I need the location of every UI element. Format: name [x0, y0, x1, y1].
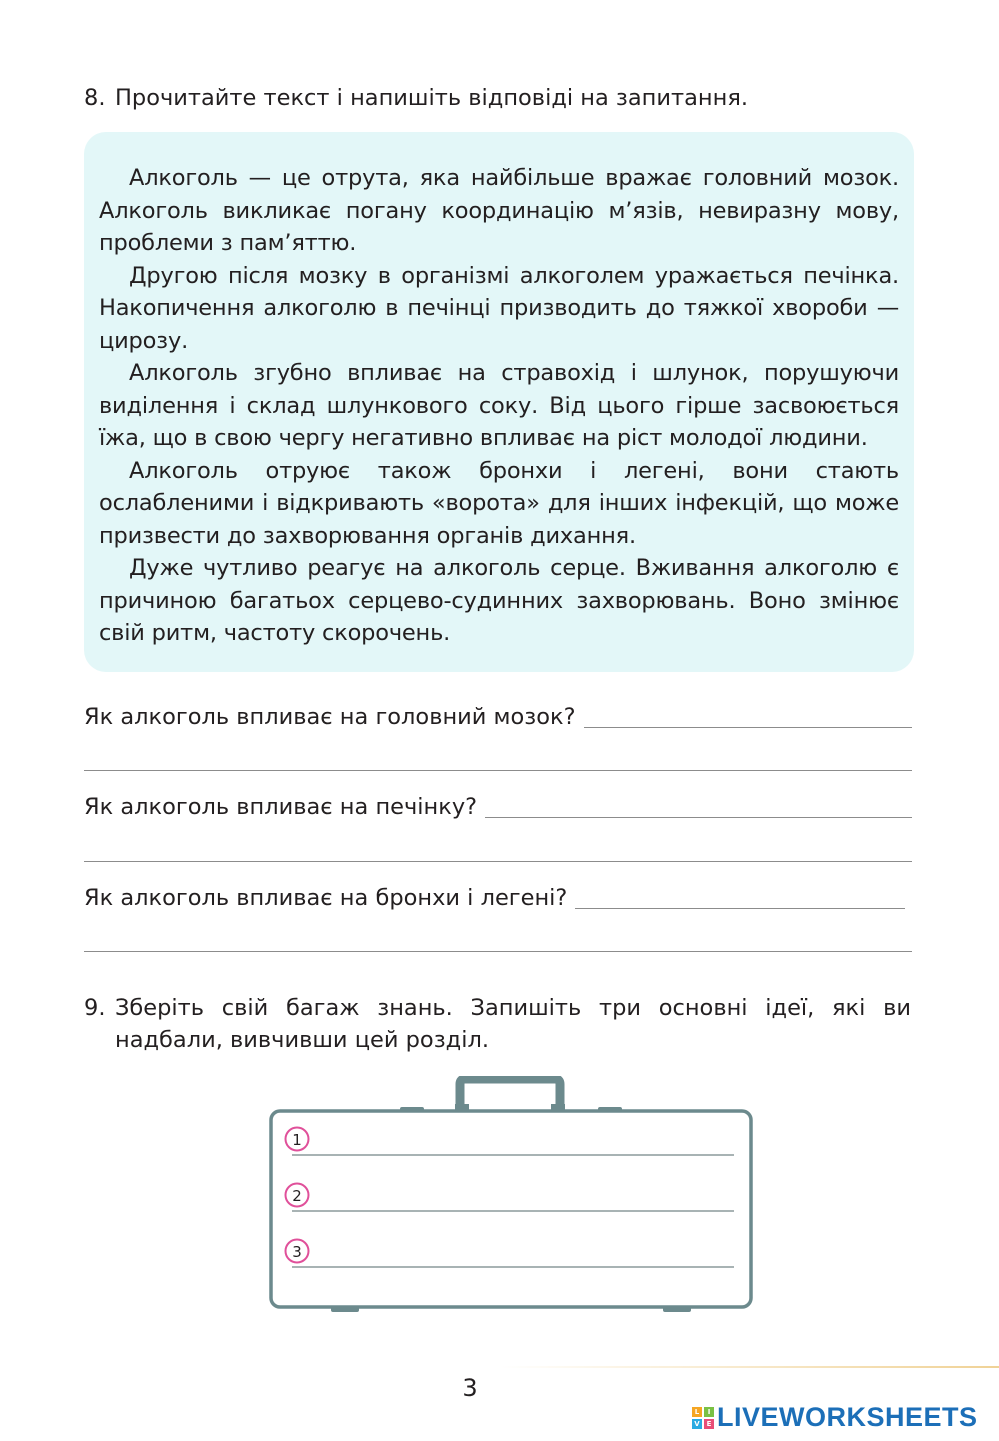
question-lungs [84, 883, 905, 913]
liveworksheets-wordmark: LIVEWORKSHEETS [717, 1402, 978, 1432]
briefcase-illustration [268, 1076, 758, 1316]
answer-field-brain-1[interactable] [584, 727, 912, 728]
number-label-1: 1 [292, 1131, 302, 1149]
liveworksheets-brand[interactable] [692, 1402, 978, 1433]
question-liver-text: Як алкоголь впливає на печінку? [84, 794, 478, 820]
logo-letter: V [692, 1419, 702, 1429]
reading-paragraph: Дуже чутливо реагує на алкоголь серце. Вживання алкоголю є причиною багатьох серцево-судинних захворювань. Воно змінює свій ритм, частоту скорочень. [99, 555, 899, 646]
answer-field-lungs-1[interactable] [575, 908, 905, 909]
logo-letter: E [704, 1419, 714, 1429]
briefcase-handle [400, 1079, 622, 1114]
answer-field-liver-1[interactable] [485, 817, 912, 818]
question-brain-text: Як алкоголь впливає на головний мозок? [84, 704, 576, 730]
task-9-instruction: Зберіть свій багаж знань. Запишіть три основні ідеї, які ви надбали, вивчивши цей розділ. [115, 995, 911, 1053]
answer-field-brain-2[interactable] [84, 770, 912, 771]
task-9 [84, 992, 911, 1056]
task-8-number: 8. [84, 85, 106, 111]
liveworksheets-logo-icon [692, 1407, 714, 1429]
logo-letter: L [692, 1407, 702, 1417]
answer-field-lungs-2[interactable] [84, 951, 912, 952]
reading-paragraph: Алкоголь згубно впливає на стравохід і шлунок, порушуючи виділення і склад шлункового соку. Від цього гірше засвоюється їжа, що в свою чергу негативно впливає на ріст молодої людини. [99, 360, 899, 451]
reading-paragraph: Другою після мозку в організмі алкоголем уражається печінка. Накопичення алкоголю в печінці призводить до тяжкої хвороби —цирозу. [99, 262, 899, 354]
number-label-3: 3 [292, 1243, 302, 1261]
question-brain [84, 702, 912, 732]
briefcase-body [271, 1111, 751, 1307]
task-8 [84, 82, 914, 114]
footer-divider [500, 1366, 999, 1368]
task-8-instruction: Прочитайте текст і напишіть відповіді на запитання. [115, 85, 749, 111]
answer-field-liver-2[interactable] [84, 861, 912, 862]
briefcase-item-3 [286, 1240, 309, 1263]
briefcase-item-1 [286, 1128, 309, 1151]
question-liver [84, 792, 912, 822]
page-number: 3 [462, 1374, 478, 1402]
reading-text [99, 162, 899, 650]
number-label-2: 2 [292, 1187, 302, 1205]
reading-box [84, 132, 914, 672]
reading-paragraph: Алкоголь отруює також бронхи і легені, вони стають ослабленими і відкривають «ворота» для інших інфекцій, що може призвести до захворювання органів дихання. [99, 457, 899, 549]
logo-letter: I [704, 1407, 714, 1417]
reading-paragraph: Алкоголь — це отрута, яка найбільше вражає головний мозок. Алкоголь викликає погану координацію м’язів, невиразну мову, проблеми з пам’яттю. [99, 165, 899, 256]
task-9-number: 9. [84, 995, 106, 1021]
question-lungs-text: Як алкоголь впливає на бронхи і легені? [84, 885, 568, 911]
briefcase-item-2 [286, 1184, 309, 1207]
